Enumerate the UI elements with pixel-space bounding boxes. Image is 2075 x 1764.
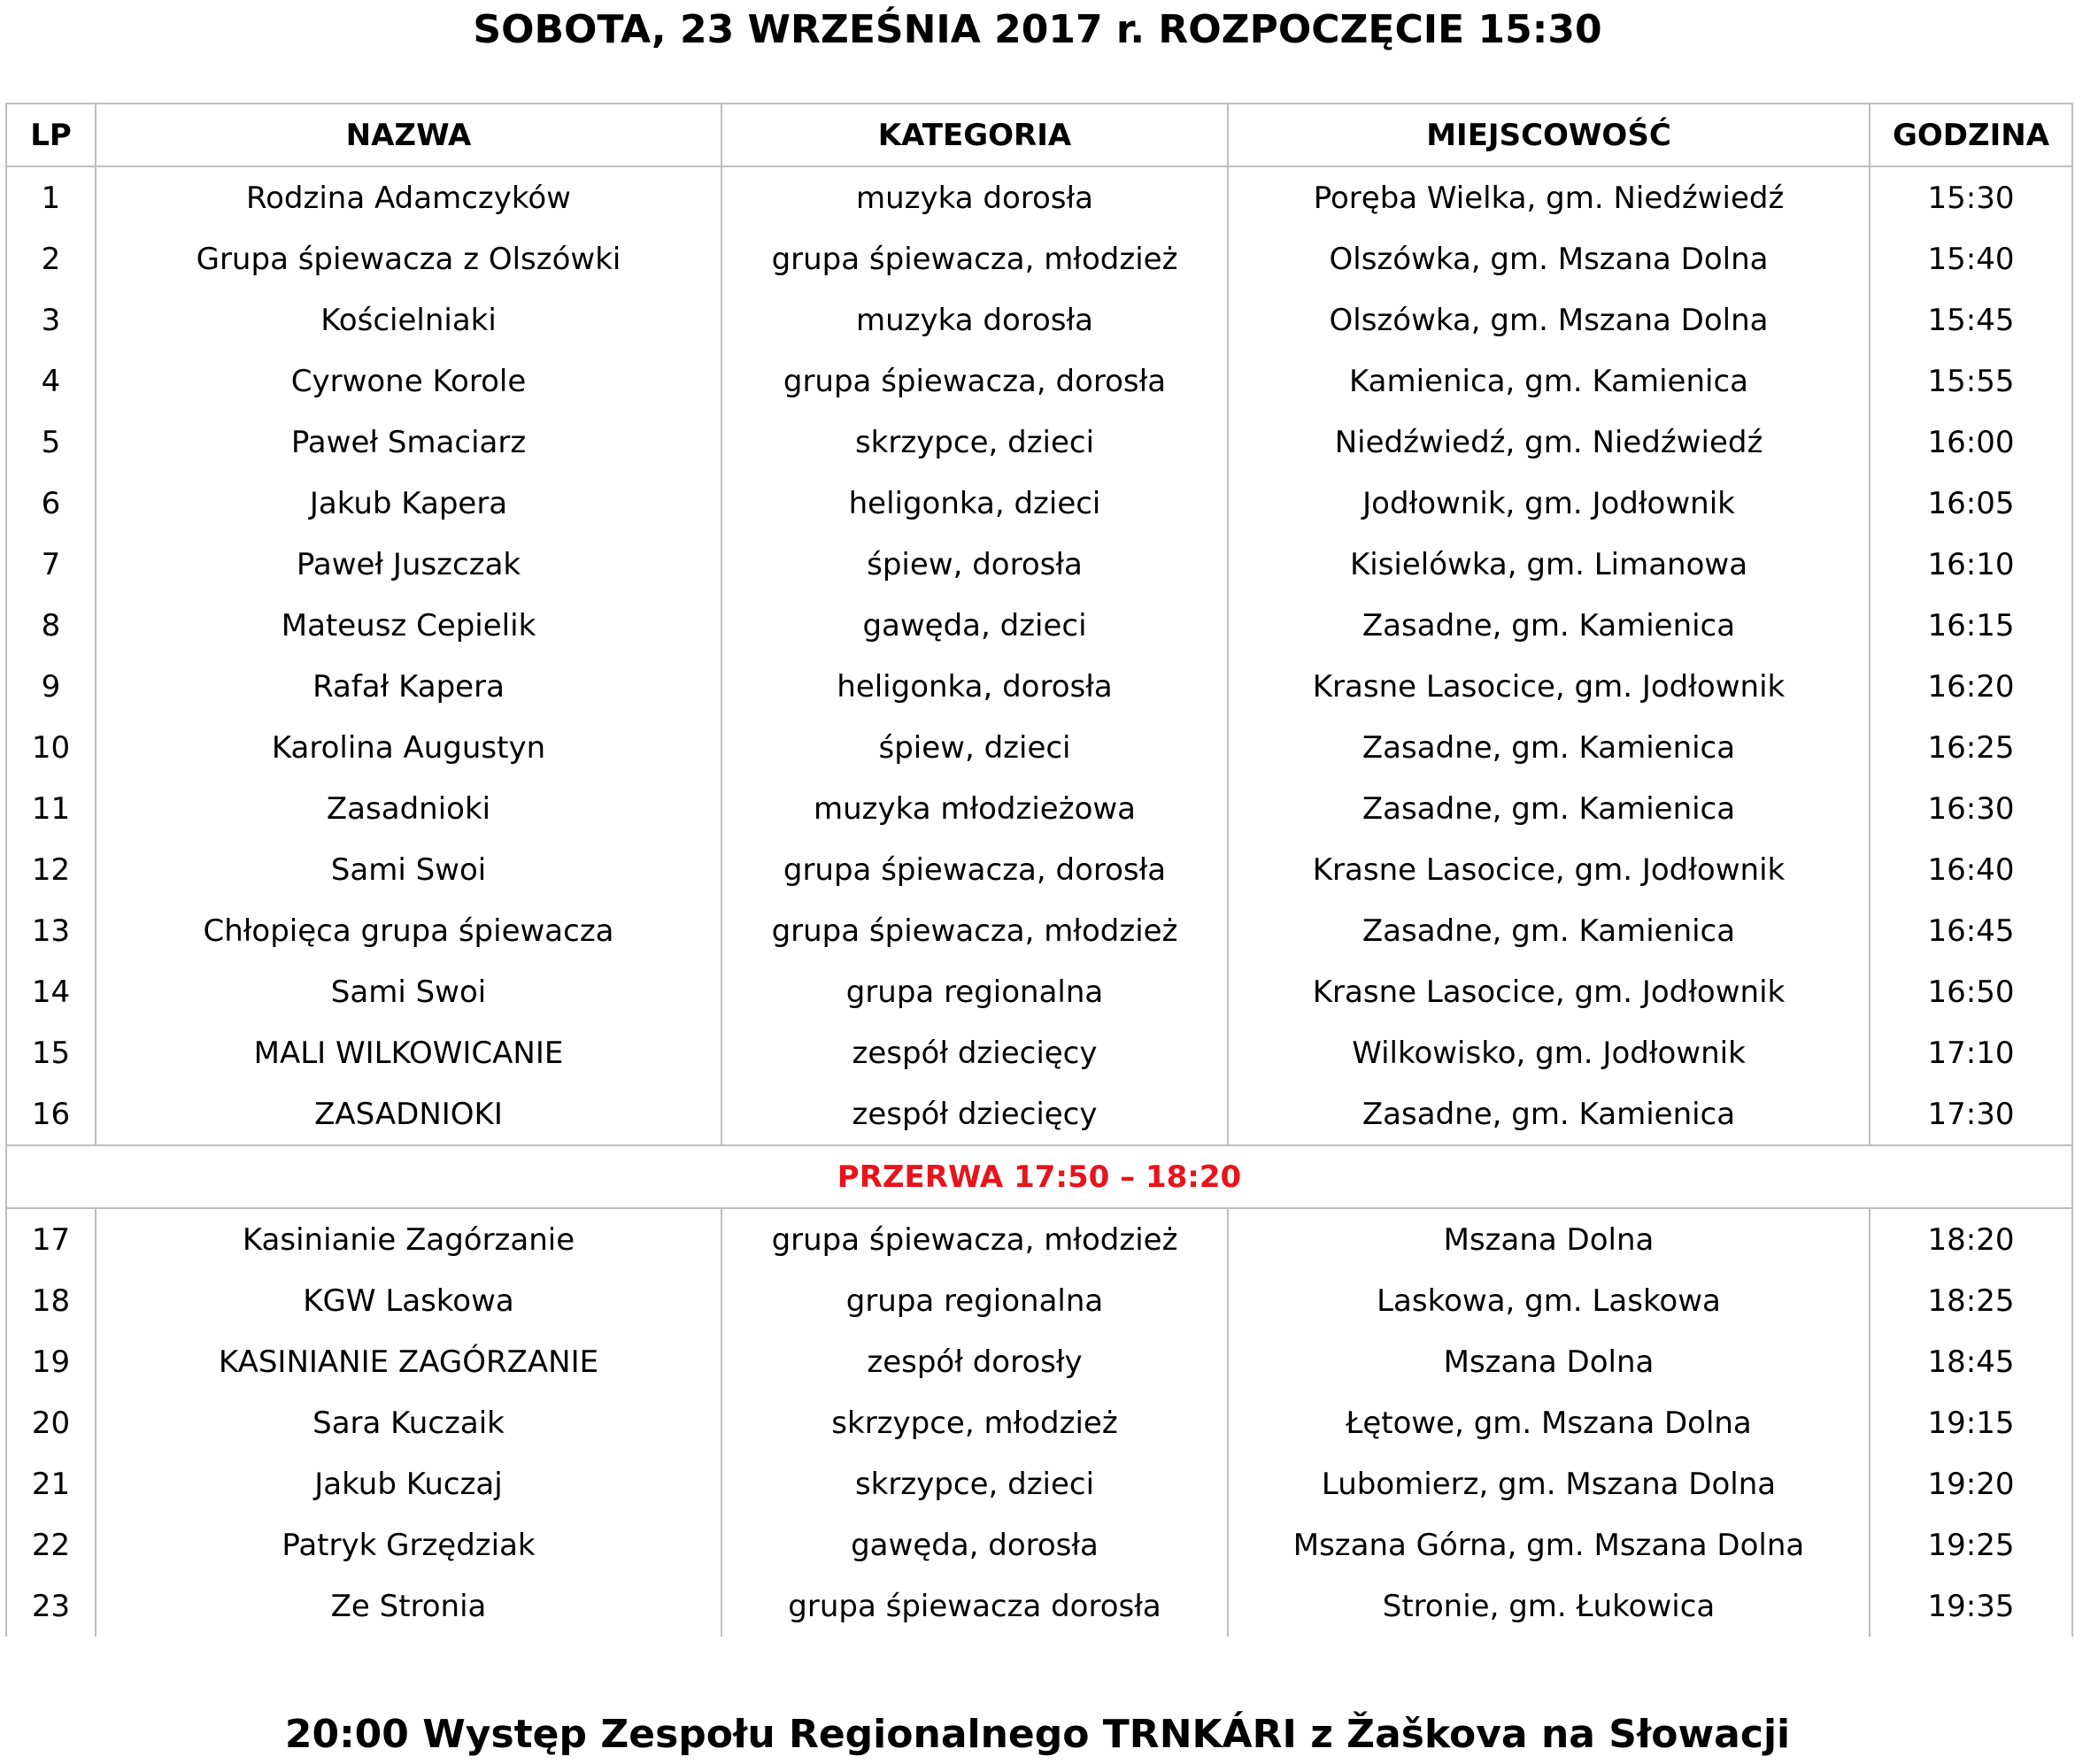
cell-location: Krasne Lasocice, gm. Jodłownik — [1228, 839, 1870, 900]
cell-location: Olszówka, gm. Mszana Dolna — [1228, 228, 1870, 289]
cell-time: 19:25 — [1870, 1514, 2072, 1575]
table-row — [6, 228, 2072, 289]
cell-time: 16:50 — [1870, 961, 2072, 1022]
cell-category: zespół dziecięcy — [721, 1083, 1228, 1145]
cell-location: Poręba Wielka, gm. Niedźwiedź — [1228, 166, 1870, 228]
cell-lp: 1 — [6, 166, 96, 228]
column-header-category: KATEGORIA — [721, 104, 1228, 166]
cell-name: Paweł Juszczak — [96, 534, 721, 595]
table-row — [6, 412, 2072, 473]
cell-category: śpiew, dzieci — [721, 717, 1228, 778]
cell-lp: 3 — [6, 289, 96, 350]
cell-time: 15:45 — [1870, 289, 2072, 350]
cell-lp: 13 — [6, 900, 96, 961]
cell-name: Ze Stronia — [96, 1575, 721, 1637]
cell-lp: 12 — [6, 839, 96, 900]
cell-name: Jakub Kuczaj — [96, 1453, 721, 1514]
column-header-time: GODZINA — [1870, 104, 2072, 166]
cell-time: 17:10 — [1870, 1022, 2072, 1083]
cell-lp: 20 — [6, 1392, 96, 1453]
cell-location: Wilkowisko, gm. Jodłownik — [1228, 1022, 1870, 1083]
cell-category: grupa śpiewacza, dorosła — [721, 350, 1228, 412]
cell-location: Zasadne, gm. Kamienica — [1228, 1083, 1870, 1145]
cell-time: 16:00 — [1870, 412, 2072, 473]
schedule-table — [5, 103, 2073, 1637]
schedule-rows-after-break — [6, 1208, 2072, 1637]
cell-name: KGW Laskowa — [96, 1270, 721, 1331]
cell-name: Sami Swoi — [96, 961, 721, 1022]
cell-lp: 21 — [6, 1453, 96, 1514]
column-header-lp: LP — [6, 104, 96, 166]
table-header-row — [6, 104, 2072, 166]
table-row — [6, 595, 2072, 656]
cell-name: Paweł Smaciarz — [96, 412, 721, 473]
cell-lp: 17 — [6, 1208, 96, 1270]
cell-name: Chłopięca grupa śpiewacza — [96, 900, 721, 961]
cell-name: Rodzina Adamczyków — [96, 166, 721, 228]
table-row — [6, 961, 2072, 1022]
cell-lp: 18 — [6, 1270, 96, 1331]
cell-lp: 16 — [6, 1083, 96, 1145]
cell-location: Zasadne, gm. Kamienica — [1228, 900, 1870, 961]
cell-time: 16:25 — [1870, 717, 2072, 778]
table-row — [6, 839, 2072, 900]
cell-location: Zasadne, gm. Kamienica — [1228, 717, 1870, 778]
cell-category: gawęda, dzieci — [721, 595, 1228, 656]
cell-name: Jakub Kapera — [96, 473, 721, 534]
cell-time: 19:15 — [1870, 1392, 2072, 1453]
cell-location: Łętowe, gm. Mszana Dolna — [1228, 1392, 1870, 1453]
cell-name: Grupa śpiewacza z Olszówki — [96, 228, 721, 289]
cell-time: 19:35 — [1870, 1575, 2072, 1637]
cell-lp: 15 — [6, 1022, 96, 1083]
cell-name: Zasadnioki — [96, 778, 721, 839]
table-row — [6, 778, 2072, 839]
cell-lp: 19 — [6, 1331, 96, 1392]
footer-note: 20:00 Występ Zespołu Regionalnego TRNKÁRI z Žaškova na Słowacji — [284, 1712, 1791, 1757]
cell-name: Kasinianie Zagórzanie — [96, 1208, 721, 1270]
cell-name: Kościelniaki — [96, 289, 721, 350]
cell-lp: 10 — [6, 717, 96, 778]
cell-location: Zasadne, gm. Kamienica — [1228, 595, 1870, 656]
cell-category: zespół dorosły — [721, 1331, 1228, 1392]
cell-time: 18:25 — [1870, 1270, 2072, 1331]
table-row — [6, 1453, 2072, 1514]
cell-location: Kamienica, gm. Kamienica — [1228, 350, 1870, 412]
cell-location: Stronie, gm. Łukowica — [1228, 1575, 1870, 1637]
cell-name: Mateusz Cepielik — [96, 595, 721, 656]
cell-lp: 4 — [6, 350, 96, 412]
table-row — [6, 1083, 2072, 1145]
cell-name: MALI WILKOWICANIE — [96, 1022, 721, 1083]
cell-category: muzyka młodzieżowa — [721, 778, 1228, 839]
cell-time: 16:40 — [1870, 839, 2072, 900]
cell-location: Krasne Lasocice, gm. Jodłownik — [1228, 961, 1870, 1022]
cell-time: 18:20 — [1870, 1208, 2072, 1270]
page-title: SOBOTA, 23 WRZEŚNIA 2017 r. ROZPOCZĘCIE 15:30 — [473, 7, 1602, 52]
cell-category: grupa śpiewacza dorosła — [721, 1575, 1228, 1637]
table-row — [6, 166, 2072, 228]
cell-lp: 5 — [6, 412, 96, 473]
cell-name: Sami Swoi — [96, 839, 721, 900]
break-row — [6, 1145, 2072, 1208]
cell-location: Olszówka, gm. Mszana Dolna — [1228, 289, 1870, 350]
cell-category: skrzypce, młodzież — [721, 1392, 1228, 1453]
cell-time: 15:30 — [1870, 166, 2072, 228]
cell-time: 15:40 — [1870, 228, 2072, 289]
column-header-name: NAZWA — [96, 104, 721, 166]
cell-location: Zasadne, gm. Kamienica — [1228, 778, 1870, 839]
cell-category: gawęda, dorosła — [721, 1514, 1228, 1575]
cell-location: Laskowa, gm. Laskowa — [1228, 1270, 1870, 1331]
cell-time: 16:45 — [1870, 900, 2072, 961]
cell-name: Rafał Kapera — [96, 656, 721, 717]
cell-location: Mszana Górna, gm. Mszana Dolna — [1228, 1514, 1870, 1575]
cell-time: 16:20 — [1870, 656, 2072, 717]
table-row — [6, 900, 2072, 961]
cell-lp: 8 — [6, 595, 96, 656]
cell-location: Mszana Dolna — [1228, 1208, 1870, 1270]
table-row — [6, 1514, 2072, 1575]
cell-location: Lubomierz, gm. Mszana Dolna — [1228, 1453, 1870, 1514]
table-row — [6, 1575, 2072, 1637]
table-row — [6, 717, 2072, 778]
table-row — [6, 473, 2072, 534]
cell-category: muzyka dorosła — [721, 166, 1228, 228]
cell-time: 16:10 — [1870, 534, 2072, 595]
cell-category: grupa śpiewacza, młodzież — [721, 1208, 1228, 1270]
cell-category: muzyka dorosła — [721, 289, 1228, 350]
cell-location: Jodłownik, gm. Jodłownik — [1228, 473, 1870, 534]
cell-lp: 6 — [6, 473, 96, 534]
cell-category: grupa regionalna — [721, 961, 1228, 1022]
schedule-rows-before-break — [6, 166, 2072, 1145]
cell-name: Patryk Grzędziak — [96, 1514, 721, 1575]
cell-location: Krasne Lasocice, gm. Jodłownik — [1228, 656, 1870, 717]
cell-time: 18:45 — [1870, 1331, 2072, 1392]
cell-location: Niedźwiedź, gm. Niedźwiedź — [1228, 412, 1870, 473]
cell-name: KASINIANIE ZAGÓRZANIE — [96, 1331, 721, 1392]
cell-name: Cyrwone Korole — [96, 350, 721, 412]
cell-lp: 22 — [6, 1514, 96, 1575]
cell-lp: 23 — [6, 1575, 96, 1637]
table-row — [6, 1208, 2072, 1270]
cell-lp: 7 — [6, 534, 96, 595]
cell-time: 15:55 — [1870, 350, 2072, 412]
cell-category: zespół dziecięcy — [721, 1022, 1228, 1083]
cell-location: Kisielówka, gm. Limanowa — [1228, 534, 1870, 595]
cell-name: ZASADNIOKI — [96, 1083, 721, 1145]
cell-time: 16:05 — [1870, 473, 2072, 534]
cell-category: śpiew, dorosła — [721, 534, 1228, 595]
cell-category: skrzypce, dzieci — [721, 1453, 1228, 1514]
table-row — [6, 656, 2072, 717]
cell-lp: 9 — [6, 656, 96, 717]
table-row — [6, 1270, 2072, 1331]
cell-time: 16:15 — [1870, 595, 2072, 656]
cell-category: skrzypce, dzieci — [721, 412, 1228, 473]
cell-category: grupa śpiewacza, dorosła — [721, 839, 1228, 900]
table-row — [6, 1331, 2072, 1392]
table-row — [6, 289, 2072, 350]
cell-lp: 14 — [6, 961, 96, 1022]
cell-lp: 2 — [6, 228, 96, 289]
break-label: PRZERWA 17:50 – 18:20 — [6, 1145, 2072, 1208]
table-row — [6, 350, 2072, 412]
cell-name: Karolina Augustyn — [96, 717, 721, 778]
table-row — [6, 1022, 2072, 1083]
cell-time: 19:20 — [1870, 1453, 2072, 1514]
cell-category: grupa śpiewacza, młodzież — [721, 900, 1228, 961]
cell-location: Mszana Dolna — [1228, 1331, 1870, 1392]
cell-category: grupa śpiewacza, młodzież — [721, 228, 1228, 289]
cell-category: grupa regionalna — [721, 1270, 1228, 1331]
cell-time: 17:30 — [1870, 1083, 2072, 1145]
table-row — [6, 1392, 2072, 1453]
cell-category: heligonka, dorosła — [721, 656, 1228, 717]
cell-name: Sara Kuczaik — [96, 1392, 721, 1453]
column-header-location: MIEJSCOWOŚĆ — [1228, 104, 1870, 166]
cell-time: 16:30 — [1870, 778, 2072, 839]
table-row — [6, 534, 2072, 595]
cell-category: heligonka, dzieci — [721, 473, 1228, 534]
cell-lp: 11 — [6, 778, 96, 839]
